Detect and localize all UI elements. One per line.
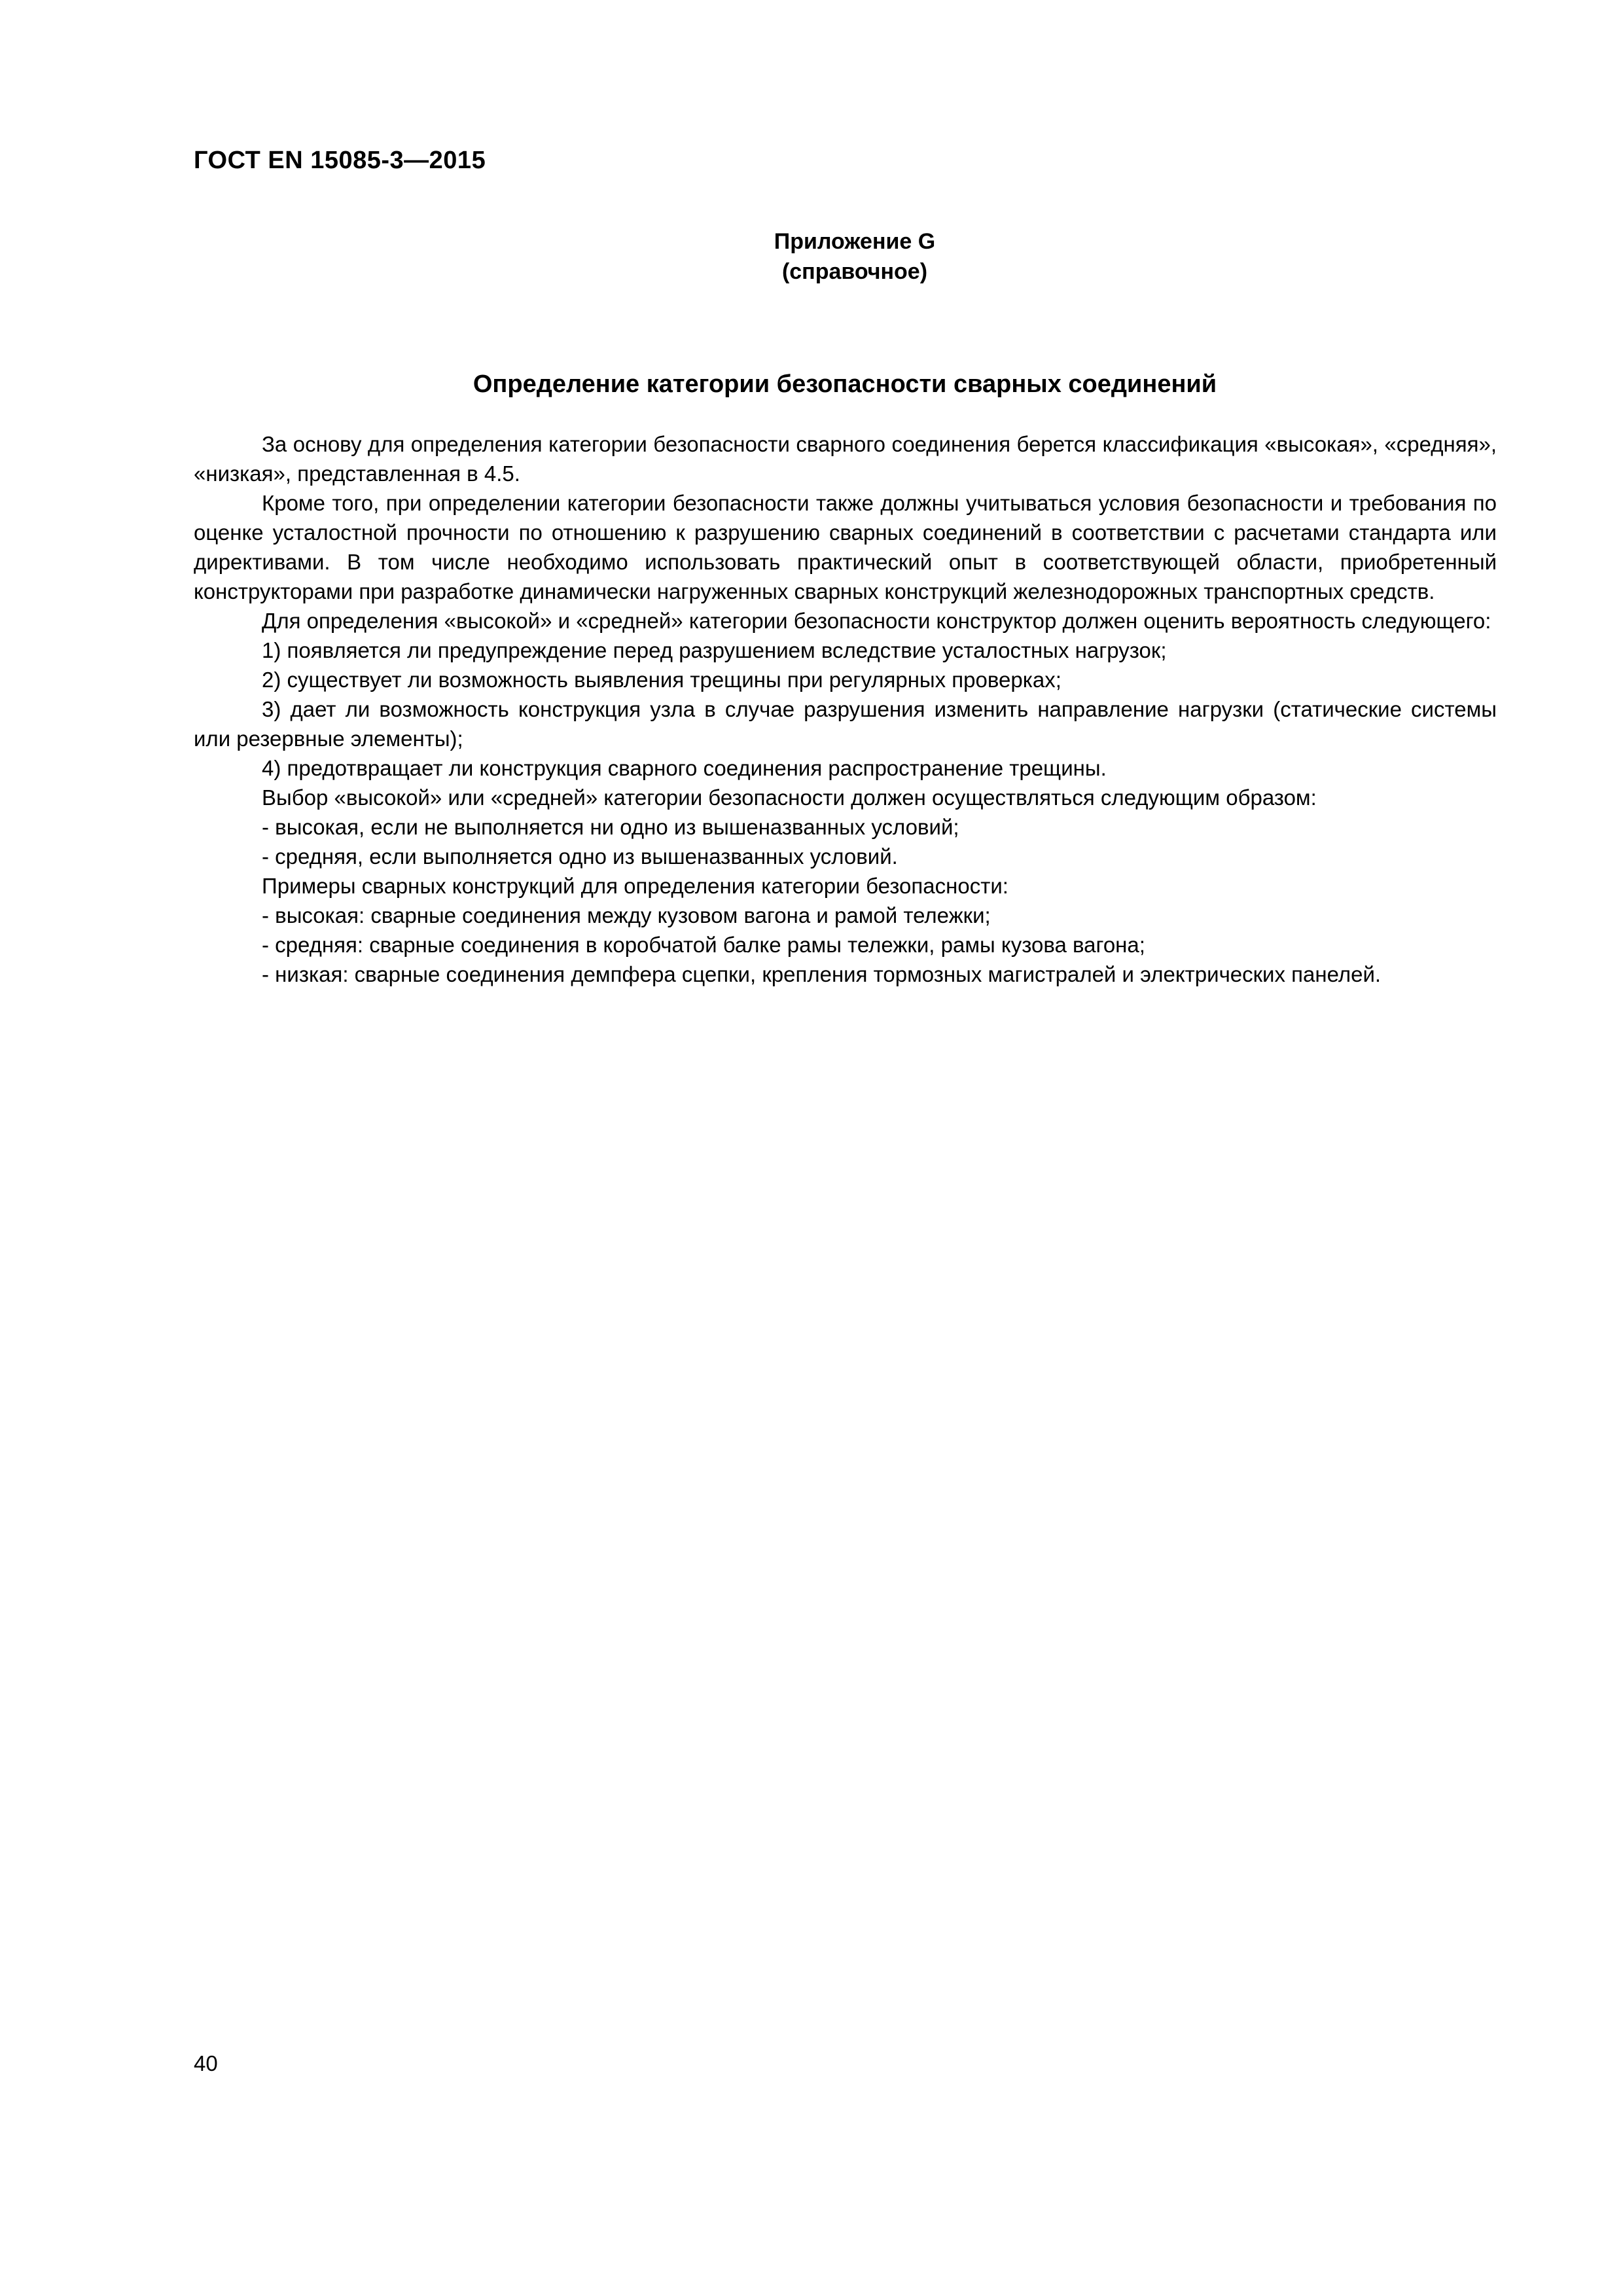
- paragraph-classification-basis: За основу для определения категории безопасности сварного соединения берется классификация «высокая», «средняя», «низкая», представленная в 4.5.: [194, 432, 1497, 486]
- list-item-high: - высокая, если не выполняется ни одно из вышеназванных условий;: [262, 815, 959, 839]
- list-item-warning: 1) появляется ли предупреждение перед разрушением вследствие усталостных нагрузок;: [262, 638, 1167, 662]
- section-title: Определение категории безопасности сварных соединений: [473, 370, 1217, 398]
- list-item-crack-detection: 2) существует ли возможность выявления трещины при регулярных проверках;: [262, 668, 1061, 692]
- paragraph-selection-intro: Выбор «высокой» или «средней» категории безопасности должен осуществляться следующим образом:: [262, 785, 1317, 810]
- annex-title: Приложение G: [774, 229, 936, 254]
- paragraph-probability-intro: Для определения «высокой» и «средней» категории безопасности конструктор должен оценить вероятность следующего:: [262, 609, 1491, 633]
- list-item-medium: - средняя, если выполняется одно из вышеназванных условий.: [262, 844, 898, 869]
- example-item-low: - низкая: сварные соединения демпфера сцепки, крепления тормозных магистралей и электрических панелей.: [262, 962, 1382, 986]
- example-item-medium: - средняя: сварные соединения в коробчатой балке рамы тележки, рамы кузова вагона;: [262, 933, 1145, 957]
- annex-heading: [0, 226, 1623, 287]
- list-item-crack-prevention: 4) предотвращает ли конструкция сварного соединения распространение трещины.: [262, 756, 1107, 780]
- paragraph-additional-conditions: Кроме того, при определении категории безопасности также должны учитываться условия безопасности и требования по оценке усталостной прочности по отношению к разрушению сварных соединений в соответствии с расчетами стандарта или директивами. В том числе необходимо использовать практический опыт в соответствующей области, приобретенный конструкторами при разработке динамически нагруженных сварных конструкций железнодорожных транспортных средств.: [194, 491, 1497, 603]
- list-item-load-redirection: 3) дает ли возможность конструкция узла в случае разрушения изменить направление нагрузки (статические системы или резервные элементы);: [194, 697, 1497, 751]
- body-text: [194, 429, 1497, 989]
- paragraph-examples-intro: Примеры сварных конструкций для определения категории безопасности:: [262, 874, 1008, 898]
- page-number: 40: [194, 2051, 218, 2075]
- example-item-high: - высокая: сварные соединения между кузовом вагона и рамой тележки;: [262, 903, 991, 927]
- annex-type: (справочное): [781, 259, 928, 284]
- document-code: ГОСТ EN 15085-3—2015: [194, 147, 486, 174]
